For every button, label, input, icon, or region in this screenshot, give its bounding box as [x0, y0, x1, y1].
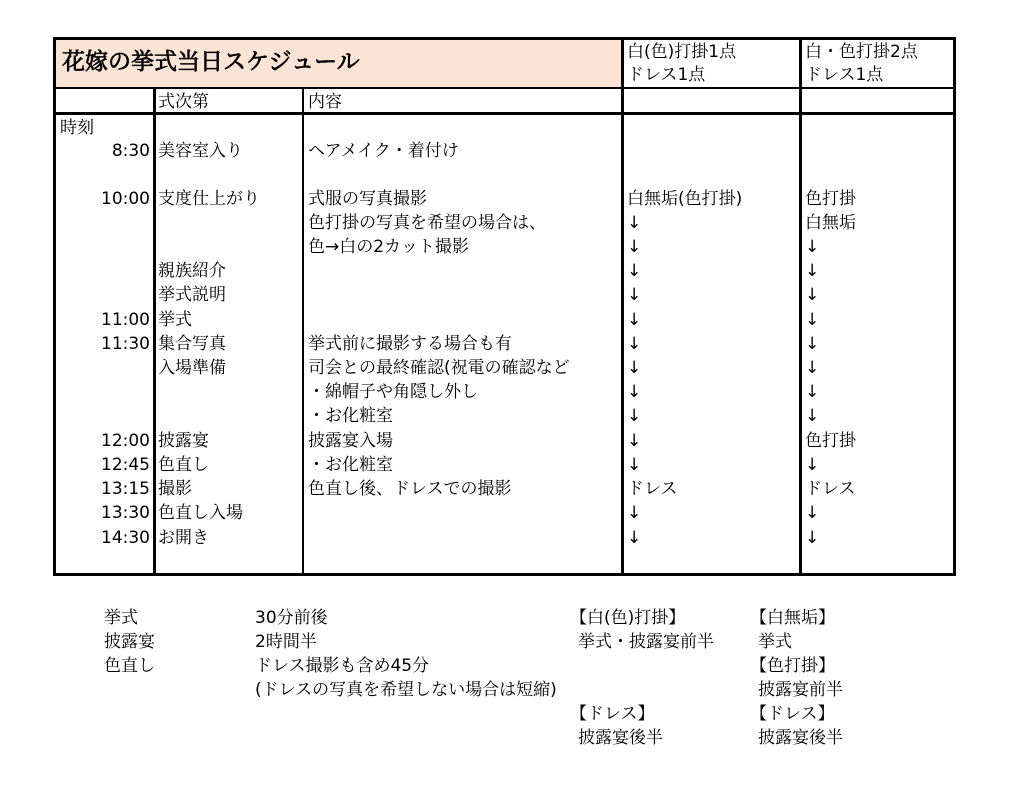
row-costume-a: ↓	[627, 455, 642, 475]
row-costume-b: ↓	[805, 334, 820, 354]
row-content: 披露宴入場	[308, 431, 393, 451]
row-time: 11:30	[101, 334, 150, 354]
row-costume-a: ↓	[627, 358, 642, 378]
row-content: 色打掛の写真を希望の場合は、	[308, 213, 546, 233]
row-time: 13:15	[101, 479, 150, 499]
row-costume-b: 白無垢	[805, 213, 856, 233]
header-step: 式次第	[158, 92, 209, 112]
row-time: 13:30	[101, 503, 150, 523]
row-costume-b: ↓	[805, 406, 820, 426]
row-content: ・お化粧室	[308, 455, 393, 475]
row-costume-a: ↓	[627, 382, 642, 402]
row-step: 挙式	[158, 310, 192, 330]
row-step: 披露宴	[158, 431, 209, 451]
row-step: お開き	[158, 528, 209, 548]
row-costume-a: ↓	[627, 310, 642, 330]
row-costume-b: ↓	[805, 237, 820, 257]
border-header-1	[53, 87, 956, 89]
row-step: 支度仕上がり	[158, 189, 260, 209]
row-time: 8:30	[111, 141, 150, 161]
row-costume-b: ↓	[805, 455, 820, 475]
row-step: 美容室入り	[158, 141, 243, 161]
row-content: 式服の写真撮影	[308, 189, 427, 209]
row-costume-a: ↓	[627, 503, 642, 523]
row-time: 11:00	[101, 310, 150, 330]
row-costume-b: ドレス	[805, 479, 856, 499]
row-costume-a: ↓	[627, 261, 642, 281]
row-time: 14:30	[101, 528, 150, 548]
row-step: 親族紹介	[158, 261, 226, 281]
row-content: ヘアメイク・着付け	[308, 141, 459, 161]
legend-b: 【ドレス】	[750, 704, 835, 724]
note-label: 披露宴	[104, 632, 155, 652]
row-costume-a: ↓	[627, 334, 642, 354]
row-costume-a: 白無垢(色打掛)	[627, 189, 743, 209]
note-label: 色直し	[104, 656, 155, 676]
border-right	[953, 37, 956, 576]
row-content: ・綿帽子や角隠し外し	[308, 382, 478, 402]
border-col1	[153, 87, 156, 576]
header-col4-line1: 白・色打掛2点	[805, 42, 918, 62]
row-costume-a: ↓	[627, 213, 642, 233]
border-bottom	[53, 573, 956, 576]
row-step: 挙式説明	[158, 285, 226, 305]
row-costume-a: ↓	[627, 285, 642, 305]
border-col3	[621, 37, 624, 576]
row-content: 挙式前に撮影する場合も有	[308, 334, 512, 354]
note-shorten: (ドレスの写真を希望しない場合は短縮)	[255, 680, 557, 700]
row-costume-b: 色打掛	[805, 431, 856, 451]
border-col4	[799, 37, 802, 576]
legend-b: 挙式	[758, 632, 792, 652]
legend-b: 披露宴前半	[758, 680, 843, 700]
border-top	[53, 37, 956, 40]
row-step: 色直し	[158, 455, 209, 475]
legend-b: 【色打掛】	[750, 656, 835, 676]
legend-b: 【白無垢】	[750, 608, 835, 628]
legend-a: 【白(色)打掛】	[570, 608, 686, 628]
header-time: 時刻	[60, 118, 94, 138]
row-time: 12:45	[101, 455, 150, 475]
row-costume-a: ↓	[627, 406, 642, 426]
row-costume-b: 色打掛	[805, 189, 856, 209]
row-step: 撮影	[158, 479, 192, 499]
legend-a: 【ドレス】	[570, 704, 655, 724]
legend-a: 挙式・披露宴前半	[578, 632, 714, 652]
row-content: 色直し後、ドレスでの撮影	[308, 479, 512, 499]
row-step: 集合写真	[158, 334, 226, 354]
row-time: 12:00	[101, 431, 150, 451]
row-content: ・お化粧室	[308, 406, 393, 426]
header-col3-line1: 白(色)打掛1点	[627, 42, 737, 62]
row-time: 10:00	[101, 189, 150, 209]
row-content: 司会との最終確認(祝電の確認など	[308, 358, 570, 378]
row-costume-a: ↓	[627, 528, 642, 548]
border-col2	[302, 87, 304, 576]
legend-a: 披露宴後半	[578, 728, 663, 748]
row-costume-b: ↓	[805, 528, 820, 548]
header-col4-line2: ドレス1点	[805, 65, 884, 85]
row-costume-b: ↓	[805, 261, 820, 281]
page-title: 花嫁の挙式当日スケジュール	[62, 49, 360, 75]
row-step: 入場準備	[158, 358, 226, 378]
legend-b: 披露宴後半	[758, 728, 843, 748]
row-costume-a: ドレス	[627, 479, 678, 499]
note-label: 挙式	[104, 608, 138, 628]
header-content: 内容	[308, 92, 342, 112]
row-costume-b: ↓	[805, 358, 820, 378]
row-costume-b: ↓	[805, 503, 820, 523]
row-content: 色→白の2カット撮影	[308, 237, 469, 257]
row-costume-a: ↓	[627, 431, 642, 451]
row-costume-b: ↓	[805, 310, 820, 330]
border-header-2	[53, 112, 956, 115]
note-value: ドレス撮影も含め45分	[255, 656, 430, 676]
row-costume-a: ↓	[627, 237, 642, 257]
row-step: 色直し入場	[158, 503, 243, 523]
row-costume-b: ↓	[805, 382, 820, 402]
note-value: 2時間半	[255, 632, 317, 652]
row-costume-b: ↓	[805, 285, 820, 305]
header-col3-line2: ドレス1点	[627, 65, 706, 85]
note-value: 30分前後	[255, 608, 328, 628]
